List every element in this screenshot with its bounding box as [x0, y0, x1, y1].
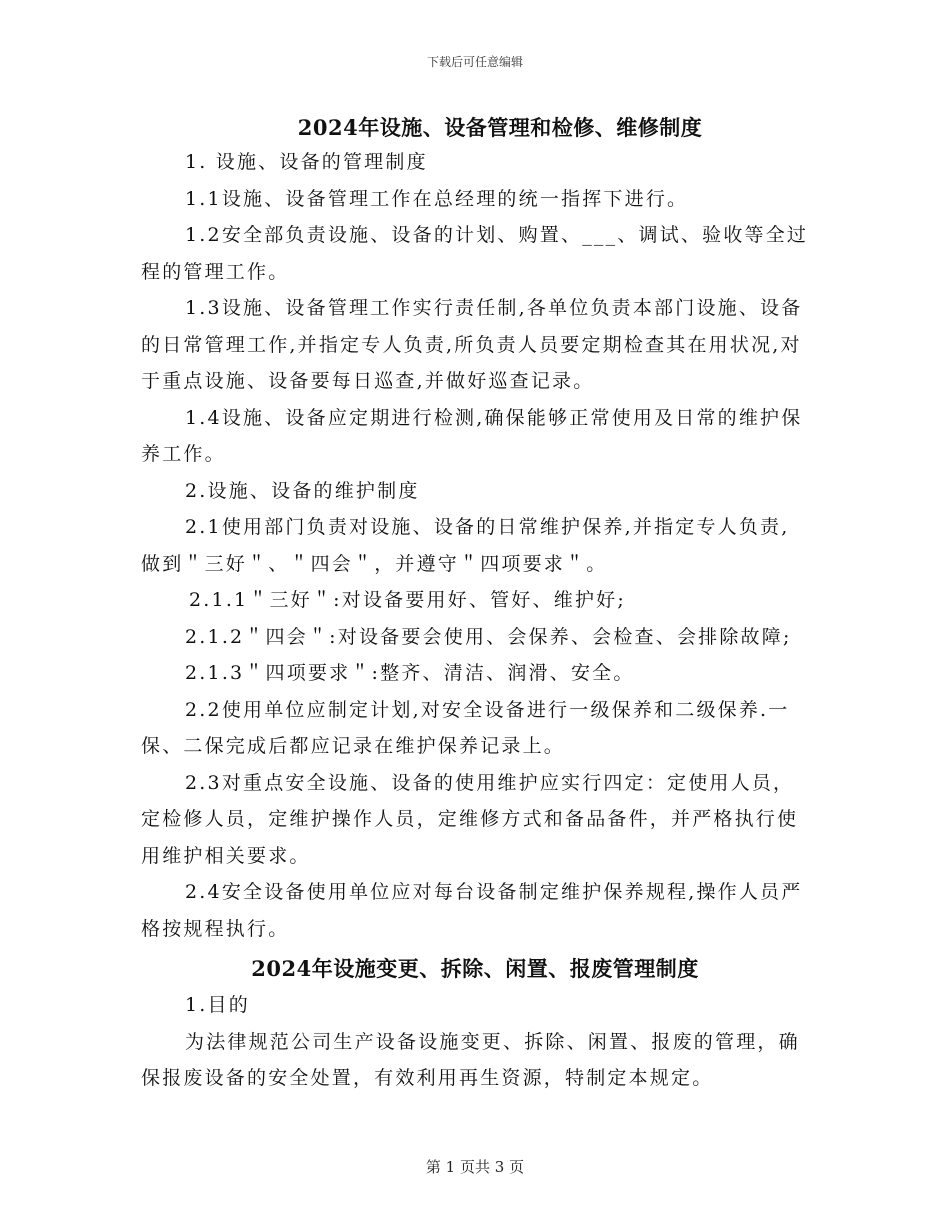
paragraph: 2.3对重点安全设施、设备的使用维护应实行四定：定使用人员，定检修人员，定维护操作人员，定维修方式和备品备件，并严格执行使用维护相关要求。 [141, 771, 799, 867]
document-title: 2024年设施、设备管理和检修、维修制度 [297, 115, 703, 140]
document-body [141, 112, 809, 1097]
paragraph: 2.1.3＂四项要求＂:整齐、清洁、润滑、安全。 [185, 662, 635, 684]
page-footer: 第 1 页共 3 页 [425, 1158, 525, 1176]
section-heading: 1.目的 [185, 994, 250, 1016]
section-title: 2024年设施变更、拆除、闲置、报废管理制度 [251, 956, 699, 981]
page-header: 下载后可任意编辑 [426, 55, 523, 69]
paragraph: 为法律规范公司生产设备设施变更、拆除、闲置、报废的管理，确保报废设备的安全处置，有效利用再生资源，特制定本规定。 [141, 1030, 800, 1089]
paragraph: 2.1.1＂三好＂:对设备要用好、管好、维护好; [189, 589, 626, 611]
section-heading: 2.设施、设备的维护制度 [185, 479, 420, 502]
section-heading: 1. 设施、设备的管理制度 [185, 151, 428, 173]
paragraph: 2.4安全设备使用单位应对每台设备制定维护保养规程,操作人员严格按规程执行。 [141, 881, 803, 940]
paragraph: 1.4设施、设备应定期进行检测,确保能够正常使用及日常的维护保养工作。 [141, 406, 803, 465]
paragraph: 2.1使用部门负责对设施、设备的日常维护保养,并指定专人负责,做到＂三好＂、＂四会＂，并遵守＂四项要求＂。 [141, 516, 790, 575]
paragraph: 1.1设施、设备管理工作在总经理的统一指挥下进行。 [185, 187, 689, 210]
paragraph: 1.3设施、设备管理工作实行责任制,各单位负责本部门设施、设备的日常管理工作,并指定专人负责,所负责人员要定期检查其在用状况,对于重点设施、设备要每日巡查,并做好巡查记录。 [141, 297, 803, 392]
paragraph: 2.1.2＂四会＂:对设备要会使用、会保养、会检查、会排除故障; [185, 625, 792, 648]
paragraph: 2.2使用单位应制定计划,对安全设备进行一级保养和二级保养.一保、二保完成后都应记录在维护保养记录上。 [141, 698, 790, 757]
paragraph: 1.2安全部负责设施、设备的计划、购置、___、调试、验收等全过程的管理工作。 [141, 224, 809, 283]
